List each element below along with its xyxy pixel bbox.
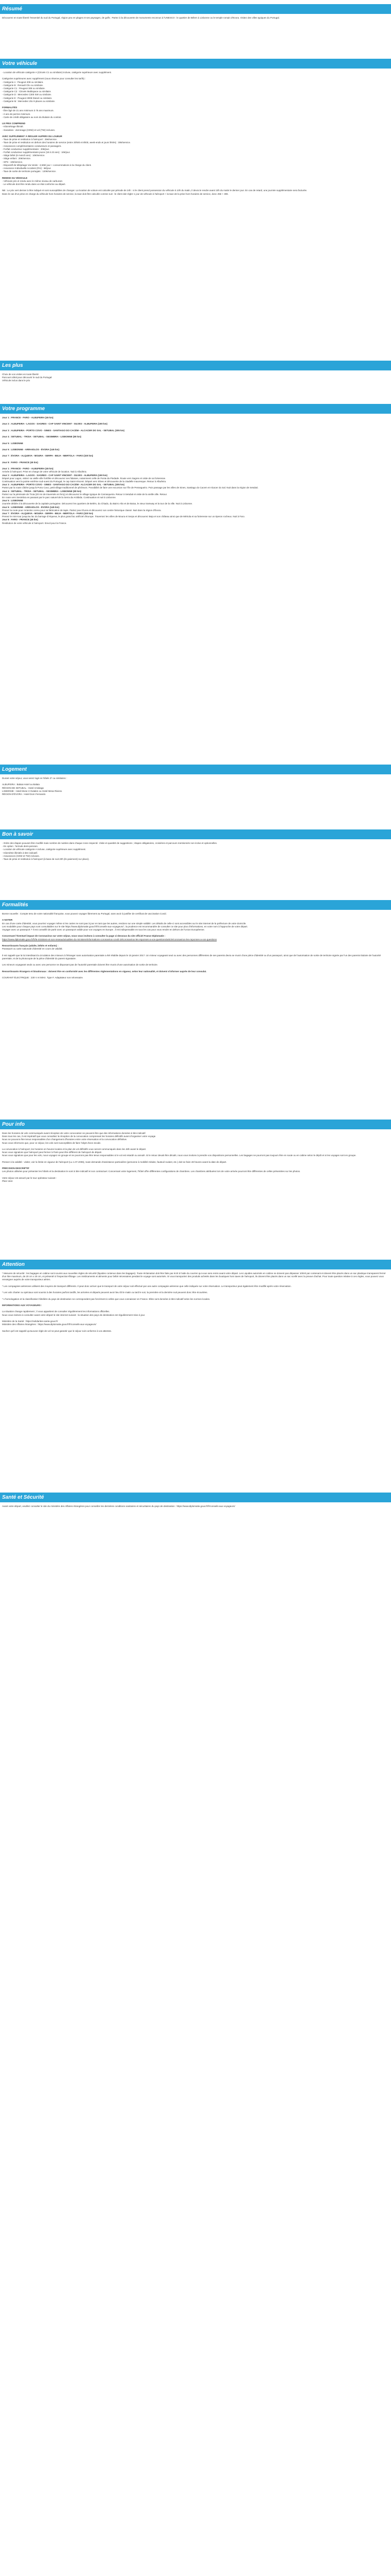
voiture-line: - Assurances complémentaires conducteurs et passagers. bbox=[2, 144, 62, 147]
section-body-formalites bbox=[0, 912, 391, 979]
resume-line: Découvrez en toute liberté l'essentiel du sud du Portugal, région peu en plages et ses paysages, de golfs ; Partez à la découverte de monuments reconnus à l'UNESCO : le quartier de Bélem à Lisbonne ou le temple romain d'Evora. Visitez des villes typiques du Portugal. bbox=[2, 16, 280, 19]
infos-line: Votre séjour est assuré par le tour opérateur suivant : bbox=[2, 1176, 57, 1179]
attention-line: Nous vous invitons à consulter avant votre départ le site internet suivant : la situation des pays de destination est régulièrement mise à jour. bbox=[2, 1313, 145, 1316]
voiture-line: FORMALITÉS bbox=[2, 106, 18, 109]
formalites-line: Ressortissants français (adulte, bébés et enfants) : bbox=[2, 944, 59, 947]
voiture-line: NB : Le prix vert dernier à être indiqué et sont susceptibles de changer. La location de voiture est calculée par période de 24h : si le client prend possession du véhicule à 10h du matin, il devra le rendre avant 10h du matin le dernier jour. En cas de retard, une journée supplémentaire sera facturée. bbox=[2, 189, 307, 192]
programme-line: Journée dédiée à la découverte de la capitale portugaise. Découvrez les quartiers de Belém, du Chiado, du Bairro Alto et de Baixa, le vieux tramway et la tour de la ville. Nuit à Lisbonne. bbox=[2, 502, 193, 505]
voiture-line: - Catégorie E : Peugeot 3008 Diesel ou similaire. bbox=[2, 96, 53, 99]
voiture-line: - Garanties : dommage (CDW) et vol (TW) incluses. bbox=[2, 128, 56, 131]
section-header-attention: Attention bbox=[0, 1260, 391, 1269]
voiture-line: - Catégorie M : Mercedes Vito 9 places ou similaire. bbox=[2, 99, 55, 103]
section-body-infos bbox=[0, 1132, 391, 1183]
infos-line: Dans les horaires de vols communiqués avant réception de votre convocation ne peuvent être que des informations données à titre indicatif. bbox=[2, 1132, 146, 1134]
voiture-line: - Taxe de sortie de territoire portugais : 120€/service. bbox=[2, 170, 56, 173]
programme-line: Jour 5 : LISBONNE bbox=[2, 442, 23, 445]
logement-line: LISBONNE : Hotel Mone 3 Outalen ou Hotel Mesa Riviera bbox=[2, 789, 62, 792]
savoir-line: - Kilométrie illimités à titre indicatif. bbox=[2, 851, 38, 854]
voiture-line: - Le véhicule doit être rendu dans un état conforme au départ. bbox=[2, 183, 66, 186]
formalites-line: Voyager avec un passeport ? Il est conseillé de partir avec un passeport valide pour vos voyages en Europe ; il est indispensable en tous les cas pour vous rendre en dehors de l'Union Européenne. bbox=[2, 928, 205, 931]
attention-line: * Mesures de sécurité : les bagages en cabine sont soumis aux nouvelles règles de sécurité (liquides contenus dans les bagages). Toute réclamation doit être faite par écrit à l'aide du courrier qui vous sera remis avant votre départ. Les Liquides autorisés en cabine ne doivent pas dépasser 100ml par contenant et doivent être placés dans un sac plastique transparent fermé d'un litre maximum, de 20 cm x 20 cm, et présenté à l'inspection-filtrage. Les médicaments et aliments pour bébé nécessaires pendant le voyage sont autorisés. Si vous transportez des produits achetés dans les boutiques hors taxes de l'aéroport, ils doivent être placés dans un sac scellé avec la preuve d'achat. Pour toute question relative à ces règles, vous pouvez vous renseigner auprès de votre transporteur aérien. bbox=[2, 1272, 386, 1281]
voiture-line: Catégories supérieures avec supplément (sous réserve pour consulter les tarifs) : bbox=[2, 77, 86, 80]
programme-line: Jour 5 : LISBONNE bbox=[2, 499, 23, 502]
programme-line: Jour 7 : ÉVORA - ALQUEVA - MOURA - SERPA - BEJA - MERTOLA - FARO (320 km) bbox=[2, 512, 93, 515]
programme-line: Jour 7 : ÉVORA - ALQUEVA - MOURA - SERPA - BEJA - MERTOLA - FARO (320 km) bbox=[2, 454, 93, 457]
logement-line: RÉGION D'ÉVORA : Hotel Dom Fernando bbox=[2, 793, 46, 795]
formalites-line: COURANT ÉLECTRIQUE : 230 V et 50Hz. Type F. Adaptateur non nécessaire. bbox=[2, 976, 84, 979]
attention-line: INFORMATIONS AUX VOYAGEURS : bbox=[2, 1303, 42, 1307]
programme-line: Arrivée à l'aéroport. Prise en charge de votre véhicule de location. Nuit à Albufeira. bbox=[2, 470, 87, 473]
infos-line: Nous vous signalons que l'aéroport peut fermer à Paris peut être différent de l'aéroport de départ. bbox=[2, 1151, 102, 1154]
programme-line: Jour 6 : LISBONNE - ARRAIOLOS - ÉVORA (145 km) bbox=[2, 505, 59, 509]
formalites-line: Les mineurs voyageant seuls ou avec une personne ne disposant pas de l'autorité parentale doivent être munis d'une autorisation de sortie de territoire. bbox=[2, 963, 158, 967]
voiture-line: - Catégorie A : Peugeot 208 ou similaire. bbox=[2, 80, 44, 83]
voiture-line: - Siège enfant : 20€/service. bbox=[2, 157, 31, 160]
infos-line: Nous ne pouvons être tenus responsables d'un changement d'horaires entre votre réservation et la convocation définitive. bbox=[2, 1138, 127, 1141]
attention-line: Ministère de la Santé : https://solidarites-sante.gouv.fr/ bbox=[2, 1319, 58, 1323]
infos-line: Pensez à la validité : visiter, voir la limite en vigueur de l'aéroport (Lu 1.07.2006), toute demande d'assistance particulière (personne à mobilité réduite, fauteuil roulant, etc.) doit se faire 48 heures avant la date de départ. bbox=[2, 1160, 227, 1163]
voiture-line: - Catégorie C2 : Citroën Multispace ou similaire. bbox=[2, 90, 52, 93]
section-header-plus: Les plus bbox=[0, 361, 391, 370]
attention-line: La situation change rapidement ; il vous appartient de consulter régulièrement les informations officielles. bbox=[2, 1310, 110, 1313]
programme-line: Partez sur la péninsule de Troia (20 mn de traversée en ferry) et découvrez le village typique de Carrasqueira. Retour à Setubal et visite de la vieille ville. Retour. bbox=[2, 493, 168, 496]
voiture-line: - Siège bébé (6 mois/3 ans) : 10€/service. bbox=[2, 154, 45, 157]
infos-line: Nous vous signalons que pour les vols, nous voyagez en groupe et ne pourrons pas être tenus responsables si le vol est retardé ou annulé. Si le retour devait être décalé, nous vous invitons à prendre vos dispositions personnelles. Les bagages ne pourront pas toujours être en soute ou en cabine selon le dépôt et si les voyages sont en groupe. bbox=[2, 1154, 356, 1157]
voiture-line: - GPS : 10€/service. bbox=[2, 160, 23, 163]
voiture-line: - Forfait conducteur supplémentaire : 20€/jour. bbox=[2, 147, 50, 150]
voiture-line: - Catégorie D : Mercedes C300 SW ou similaire. bbox=[2, 93, 52, 96]
voiture-line: - Être âgé de 21 ans minimum à 75 ans maximum. bbox=[2, 109, 54, 112]
voiture-line: - Carte de crédit obligatoire au nom du titulaire du contrat. bbox=[2, 115, 62, 118]
plus-line: Véhicule inclus dans le prix bbox=[2, 379, 30, 382]
attention-line: * Les compagnies aériennes utilisent des moyens de transport différents. Il peut donc arriver que le transport de votre séjour soit effectué par une autre compagnie aérienne que celle indiquée sur votre réservation. Le transporteur peut également être modifié après votre réservation. bbox=[2, 1284, 291, 1287]
formalites-line: Les modalités pour chaque pays sont consultables sur le site https://www.diplomatie.gouv.fr/fr/conseils-aux-voyageurs/ ; la prudence est recommandée de consulter ce site pour plus d'informations, en votre nom à l'approche de votre départ. bbox=[2, 925, 248, 928]
attention-line: Sachez qu'il est rappelé qu'aucune règle de vol ne peut garantir que le séjour soit conforme à vos attentes. bbox=[2, 1329, 112, 1332]
section-header-voiture: Votre véhicule bbox=[0, 59, 391, 69]
voiture-line: - Catégorie C1 : Peugeot 308 ou similaire. bbox=[2, 87, 45, 90]
section-header-infos: Pour info bbox=[0, 1120, 391, 1129]
section-body-programme bbox=[0, 416, 391, 525]
programme-line: Jour 1 : FRANCE - FARO - ALBUFEIRA (45 km) bbox=[2, 416, 54, 419]
voiture-line: - Véhicule pris et rendu avec le même niveau de carburant. bbox=[2, 179, 63, 182]
programme-line: Jour 8 : FARO - FRANCE (45 km) bbox=[2, 461, 38, 464]
section-header-logement: Logement bbox=[0, 765, 391, 774]
section-header-resume: Résumé bbox=[0, 4, 391, 14]
infos-line: Plein Vent bbox=[2, 1179, 13, 1182]
savoir-line: - Location de véhicule catégorie A incluse, catégorie supérieure avec supplément. bbox=[2, 848, 86, 851]
formalites-line: A NOTER bbox=[2, 919, 13, 922]
programme-line: Départ pour Lagos, visitez sa vieille ville fortifiée et découvrez ses falaises, notamment celle de Ponta da Piedade. Route vers Sagres et visite de sa forteresse. bbox=[2, 477, 166, 480]
formalites-line: Ressortissants étrangers et binationaux : doivent être en conformité avec les différentes réglementations en vigueur, selon leur nationalité, et doivent s'informer auprès de leur consulat. bbox=[2, 970, 207, 973]
section-body-attention bbox=[0, 1272, 391, 1333]
infos-line: Les photos utilisées pour présenter les hôtels et la destination le sont à titre indicatif et non contractuel. Concernant votre logement, l'hôtel offre différentes configurations de chambres. Les chambres attribuées lors de votre arrivée pourront être différentes de celles présentées sur les photos. bbox=[2, 1170, 301, 1173]
sante-line: Avant votre départ, veuillez consulter le site du ministère des Affaires étrangères pour connaître les dernières conditions sanitaires et sécuritaires du pays de destination : https://www.diplomatie.gouv.fr/fr/conseils-aux-voyageurs/ bbox=[2, 1505, 235, 1507]
section-body-savoir bbox=[0, 842, 391, 861]
voiture-line: - Taxe de prise et restitution en dehors des horaires de service (entre 20h00 et 8h00, week-ends et jours fériés) : 30€/service. bbox=[2, 141, 131, 144]
logement-line: Durant votre séjour, vous serez logé en hôtels 3* ou similaires : bbox=[2, 777, 67, 779]
programme-line: Prenez le mini-tour jusqu'au lac du barrage d'Alqueva, le plus grand lac artificiel d'Europe. Traversez les villes de Moura et Serpa et découvrez Beja et son château ainsi que de Mértola et sa forteresse sur un éperon rocheux. Nuit à Faro. bbox=[2, 515, 245, 518]
formalites-line[interactable]: https://www.diplomatie.gouv.fr/fr/le-ministere-et-son-reseau/actualites-du-ministere/informations-coronavirus-covid-19/coronavirus-les-reponses-a-vos-questions/article/coronavirus-les-reponses-a-vos-questions bbox=[2, 938, 217, 941]
programme-line: Jour 3 : ALBUFEIRA - PORTO COVO - SINES - SANTIAGO DO CACÉM - ALCACER DO SAL - SETUBAL (305 km) bbox=[2, 429, 125, 432]
plus-line: Parcours idéal pour découvrir le sud du Portugal bbox=[2, 376, 52, 379]
infos-line: Nous vous informons que, pour ce séjour, les vols sont susceptibles de faire l'objet d'une escale. bbox=[2, 1141, 101, 1144]
formalites-line: Bonne nouvelle : Compte tenu de votre nationalité française, vous pouvez voyager librement au Portugal, sans avoir à justifier de certificat de vaccination Covid. bbox=[2, 912, 167, 915]
voiture-line: - Kilométrage illimité. bbox=[2, 125, 24, 128]
section-body-plus bbox=[0, 373, 391, 383]
voiture-line: - Taxe de prise et restitution à l'aéroport : 25€/service. bbox=[2, 138, 57, 141]
section-body-voiture bbox=[0, 71, 391, 196]
savoir-line: - En option : formule demi-pension. bbox=[2, 845, 39, 848]
logement-line: ALBUFEIRA : Balaia Hotel ou Balaia bbox=[2, 783, 40, 786]
section-header-sante: Santé et Sécurité bbox=[0, 1493, 391, 1502]
voiture-line: - 2 ans de permis minimum. bbox=[2, 112, 31, 115]
section-header-programme: Votre programme bbox=[0, 404, 391, 414]
attention-line: Ministère des Affaires étrangères : https://www.diplomatie.gouv.fr/fr/conseils-aux-voyageurs/ bbox=[2, 1323, 96, 1326]
programme-line: Jour 1 : FRANCE - FARO - ALBUFEIRA (45 km) bbox=[2, 467, 54, 470]
programme-line: Continuation vers la pointe extrême sud-ouest du Portugal, le cap Saint-Vincent. Départ vers Silves et découverte de la citadelle mauresque. Retour à Albufeira. bbox=[2, 480, 167, 483]
voiture-line: AVEC SUPPLÉMENT À RÉGLER AUPRÈS DU LOUEUR bbox=[2, 135, 62, 138]
section-header-savoir: Bon à savoir bbox=[0, 829, 391, 839]
formalites-line: En cas d'une carte d'identité, vous pourriez voyager même si les cartes ne sont pas à jour en tant que les autres, rendons sur une simple validité. Les détails de celle-ci sont accessibles sur le site internet de la préfecture de votre domicile. bbox=[2, 922, 247, 925]
programme-line: Jour 6 : LISBONNE - ARRAIOLOS - ÉVORA (145 km) bbox=[2, 448, 59, 451]
infos-line: La convocation à l'aéroport, les horaires en heures locales et la plan de vol définitifs vous seront communiqués dans les 48h avant le départ. bbox=[2, 1148, 146, 1150]
section-body-logement bbox=[0, 777, 391, 796]
voiture-line: - Catégorie B : Renault Clio ou similaire. bbox=[2, 83, 44, 87]
savoir-line: - Assurances (CDW et TW) incluses. bbox=[2, 854, 40, 857]
programme-line: Jour 3 : ALBUFEIRA - PORTO COVO - SINES - SANTIAGO DO CACÉM - ALCACER DO SAL - SETUBAL (305 km) bbox=[2, 483, 125, 486]
programme-line: Partez par la route côtière jusqu'à Porto Covo, petit village traditionnel de pêcheurs. Possibilité de faire une excursion sur l'île de Pessegueiro. Puis passage par les villes de Sines, Santiago do Cacem et Alcacer do Sal. Nuit dans la région de Setubal. bbox=[2, 486, 258, 489]
savoir-line: - Taxe de prise et restitution à l'aéroport (à base de nuit 20h (ils paiement) sur place). bbox=[2, 858, 90, 861]
programme-line: Restitution de votre véhicule à l'aéroport. Envol pour la France. bbox=[2, 521, 67, 524]
voiture-line: - Forfait conducteur supplémentaire jeune (18 à 23 ans) : 10€/jour. bbox=[2, 151, 71, 154]
programme-line: Prenez la route pour Arraiolos connu pour sa fabrication de tapis. Partez pour Évora et découvrez son centre historique classé. Nuit dans la région d'Évora. bbox=[2, 509, 161, 512]
programme-line: Jour 4 : SETUBAL - TROIA - SETUBAL - SESIMBRA - LISBONNE (80 km) bbox=[2, 435, 82, 438]
section-header-formalites: Formalités bbox=[0, 900, 391, 910]
infos-line: Dans tous les cas, il est impératif que vous consultiez la réception de la convocation comprenant les horaires définitifs avant d'organiser votre voyage. bbox=[2, 1135, 156, 1138]
attention-line: * L'homologation et la classification hôtelière du pays de destination ne correspondent pas forcément à celles que vous connaissez en France. Elles sont données à titre indicatif selon les normes locales. bbox=[2, 1297, 210, 1300]
section-body-resume bbox=[0, 16, 391, 20]
plus-line: Choix de vos visites en toute liberté bbox=[2, 373, 39, 376]
programme-line: Jour 8 : FARO - FRANCE (45 km) bbox=[2, 518, 38, 521]
voiture-line: Dans le cas d'un prise en charge du véhicule hors horaires de service, la taxe doit être calculée comme suit : le client doit régler 1 jour de véhicule à l'aéroport + la taxe de la prise hors horaires de service, donc 25€ + 30€. bbox=[2, 192, 229, 195]
section-body-sante bbox=[0, 1505, 391, 1508]
programme-line: Jour 2 : ALBUFEIRA - LAGOS - SAGRES - CAP SAINT VINCENT - SILVES - ALBUFEIRA (190 km) bbox=[2, 422, 108, 426]
voiture-line: REMISE DU VÉHICULE bbox=[2, 176, 28, 179]
infos-line: PRÉCISION DESCRIPTIF bbox=[2, 1167, 29, 1170]
attention-line: * Les vols charter ou spéciaux sont soumis à des horaires parfois tardifs, les arrivées et départs peuvent avoir lieu tôt le matin ou tard le soir, la première et la dernière nuit peuvent donc être écourtées. bbox=[2, 1291, 208, 1294]
formalites-line: Passeport ou carte nationale d'identité en cours de validité. bbox=[2, 947, 63, 951]
formalites-line: Il est rappelé que la loi interdisant la circulation des mineurs à l'étranger sans autorisation parentale a été rétablie depuis le 15 janvier 2017. Un mineur voyageant seul ou avec des personnes différentes de ses parents devra se munir d'une pièce d'identité ou d'un passeport, ainsi que de l'autorisation de sortie de territoire signée par l'un des parents titulaire de l'autorité parentale, et de la photocopie de la pièce d'identité du parent signataire. bbox=[2, 954, 381, 960]
formalites-line: Concernant l'éventuel impact de Coronavirus sur votre séjour, nous vous invitons à consulter la page ci-dessous du site officiel France Diplomatie : bbox=[2, 935, 166, 938]
programme-line: Jour 4 : SETUBAL - TROIA - SETUBAL - SESIMBRA - LISBONNE (80 km) bbox=[2, 489, 82, 493]
programme-line: Jour 2 : ALBUFEIRA - LAGOS - SAGRES - CAP SAINT VINCENT - SILVES - ALBUFEIRA (190 km) bbox=[2, 473, 108, 477]
voiture-line: - Assurance Individuelle Accident (PAI) : 6€/jour. bbox=[2, 167, 52, 170]
programme-line: En route vers Sesimbra en passant par le parc naturel de la Serra da Arrábida. Continuation et nuit à Lisbonne. bbox=[2, 496, 117, 499]
savoir-line: - Ordre des étapes pouvant être modifié mais nombre de nuitées dans chaque zone respecté. Visite et quantité de suggestions ; étapes obligatoires, croisières et parcours mentionnés non inclus et optionnelles. bbox=[2, 842, 218, 844]
voiture-line: - Location de véhicule catégorie A (Citroën C1 ou similaire) incluse, catégorie supérieure avec supplément. bbox=[2, 71, 112, 74]
voiture-line: - Dispositif de télépéage Via Verde : 2,50€/ jour + consommations à la charge du client. bbox=[2, 163, 92, 166]
logement-line: RÉGION DE SETUBAL : Hotel Arrabaga bbox=[2, 786, 44, 789]
voiture-line: LE PRIX COMPREND bbox=[2, 122, 26, 125]
